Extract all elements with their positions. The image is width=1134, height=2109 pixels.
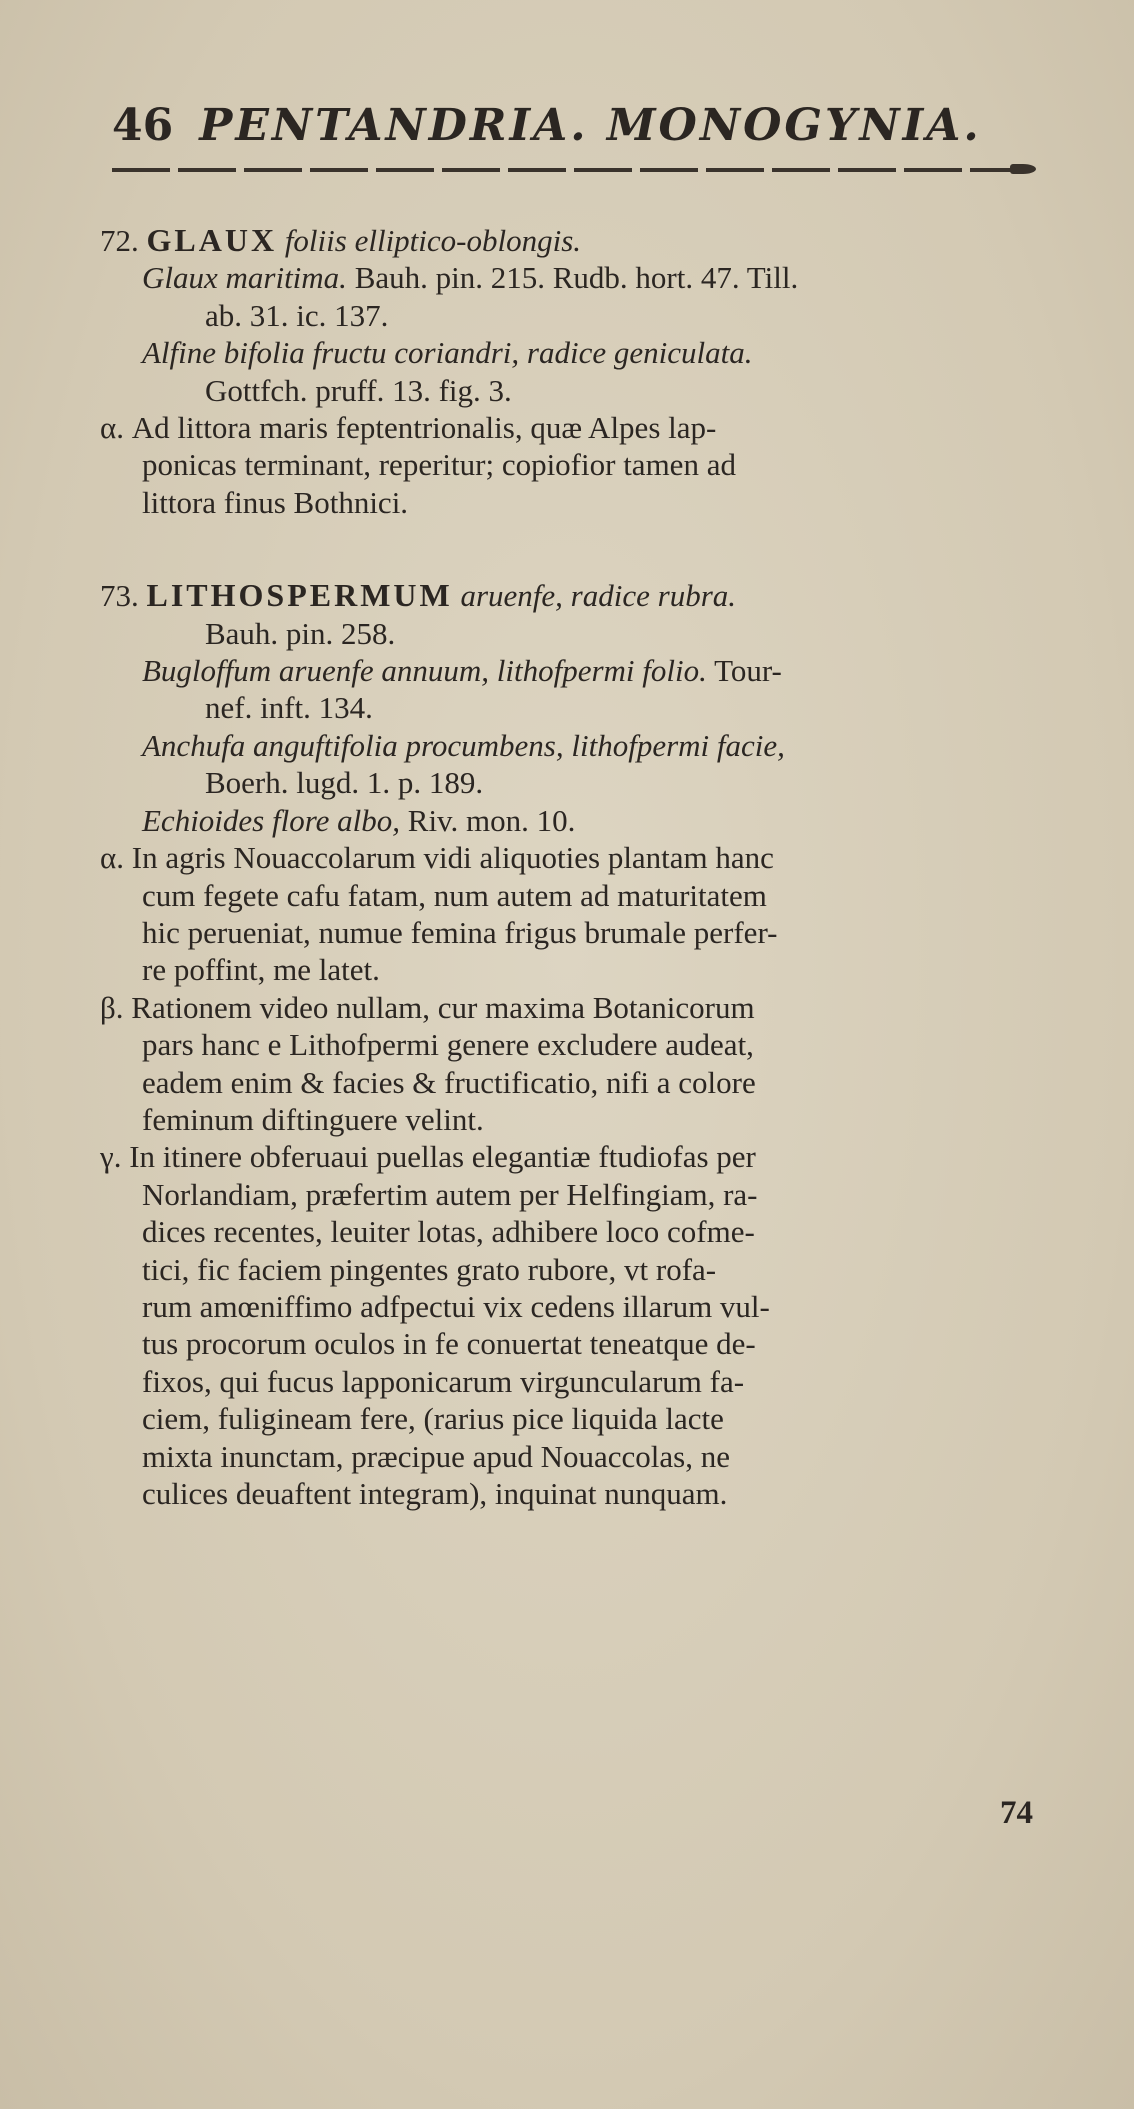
header-rule-ornament (1010, 164, 1036, 174)
synonym-name: Alfine bifolia fructu coriandri, radice geniculata. (142, 335, 753, 371)
main-text (100, 222, 1060, 1512)
genus-name: GLAUX (146, 222, 278, 258)
entry-number: 73. (100, 578, 139, 614)
observation-line: hic perueniat, numue femina frigus brumale perfer- (142, 914, 778, 950)
reference-line: Bauh. pin. 258. (205, 615, 396, 651)
observation-line: In agris Nouaccolarum vidi aliquoties plantam hanc (131, 840, 774, 876)
observation-line: cum fegete cafu fatam, num autem ad maturitatem (142, 877, 767, 913)
diagnosis: foliis elliptico-oblongis. (284, 223, 582, 258)
entry-number: 72. (100, 223, 139, 258)
synonym-name: Bugloffum aruenfe annuum, lithofpermi folio. (142, 653, 707, 689)
synonym-line (100, 334, 1060, 371)
entry-73-heading (100, 577, 1060, 614)
observation-line: culices deuaftent integram), inquinat nunquam. (142, 1476, 728, 1511)
synonym-reference: Bauh. pin. 215. Rudb. hort. 47. Till. (354, 260, 799, 296)
page-title: PENTANDRIA. MONOGYNIA. (199, 100, 982, 151)
entry-72 (100, 222, 1060, 521)
header-rule (112, 168, 1034, 172)
observation-line: eadem enim & facies & fructificatio, nifi a colore (142, 1064, 756, 1100)
synonym-name: Echioides flore albo, (142, 802, 401, 838)
observation-alpha (100, 839, 1072, 989)
observation-line: pars hanc e Lithofpermi genere excludere audeat, (142, 1027, 754, 1063)
observation-line: re poffint, me latet. (142, 952, 380, 988)
observation-line: feminum diftinguere velint. (142, 1101, 484, 1137)
observation-marker: α. (100, 840, 124, 876)
observation-line: rum amœniffimo adfpectui vix cedens illarum vul- (142, 1288, 770, 1324)
synonym-reference: Riv. mon. 10. (407, 802, 576, 838)
observation-line: mixta inunctam, præcipue apud Nouaccolas, ne (142, 1438, 730, 1474)
observation-line: In itinere obferuaui puellas elegantiæ ftudiofas per (129, 1139, 756, 1175)
synonym-line (100, 802, 1060, 839)
synonym-reference: Boerh. lugd. 1. p. 189. (205, 765, 484, 801)
observation-line: tus procorum oculos in fe conuertat teneatque de- (142, 1326, 756, 1362)
observation-line: littora finus Bothnici. (142, 484, 409, 520)
signature-mark: 74 (1000, 1795, 1033, 1831)
synonym-line (100, 727, 1060, 764)
observation-alpha (100, 409, 1072, 521)
entry-72-heading (100, 222, 1060, 259)
synonym-reference-cont: nef. inft. 134. (205, 690, 373, 726)
synonym-name: Anchufa anguftifolia procumbens, lithofpermi facie, (142, 727, 785, 763)
observation-line: dices recentes, leuiter lotas, adhibere loco cofme- (142, 1214, 755, 1250)
synonym-reference: Gottfch. pruff. 13. fig. 3. (205, 372, 512, 408)
observation-line: ponicas terminant, reperitur; copiofior tamen ad (142, 447, 736, 483)
observation-line: Norlandiam, præfertim autem per Helfingiam, ra- (142, 1176, 758, 1212)
synonym-reference: Tour- (714, 653, 782, 689)
synonym-name: Glaux maritima. (142, 260, 347, 296)
observation-line: ciem, fuligineam fere, (rarius pice liquida lacte (142, 1401, 724, 1437)
running-head (112, 100, 1012, 151)
observation-beta (100, 989, 1072, 1139)
synonym-reference-cont: ab. 31. ic. 137. (205, 297, 389, 333)
synonym-line (100, 652, 1060, 689)
diagnosis: aruenfe, radice rubra. (460, 578, 737, 614)
genus-name: LITHOSPERMUM (146, 577, 453, 614)
observation-line: fixos, qui fucus lapponicarum virguncularum fa- (142, 1363, 745, 1399)
observation-marker: γ. (100, 1139, 122, 1175)
observation-gamma (100, 1138, 1072, 1512)
observation-marker: β. (100, 989, 124, 1025)
observation-line: Ad littora maris feptentrionalis, quæ Alpes lap- (131, 410, 717, 446)
observation-marker: α. (100, 410, 124, 446)
observation-line: Rationem video nullam, cur maxima Botanicorum (131, 989, 755, 1025)
observation-line: tici, fic faciem pingentes grato rubore, vt rofa- (142, 1251, 717, 1287)
synonym-line (100, 259, 1060, 296)
entry-73 (100, 577, 1060, 1512)
page-number: 46 (112, 100, 174, 151)
